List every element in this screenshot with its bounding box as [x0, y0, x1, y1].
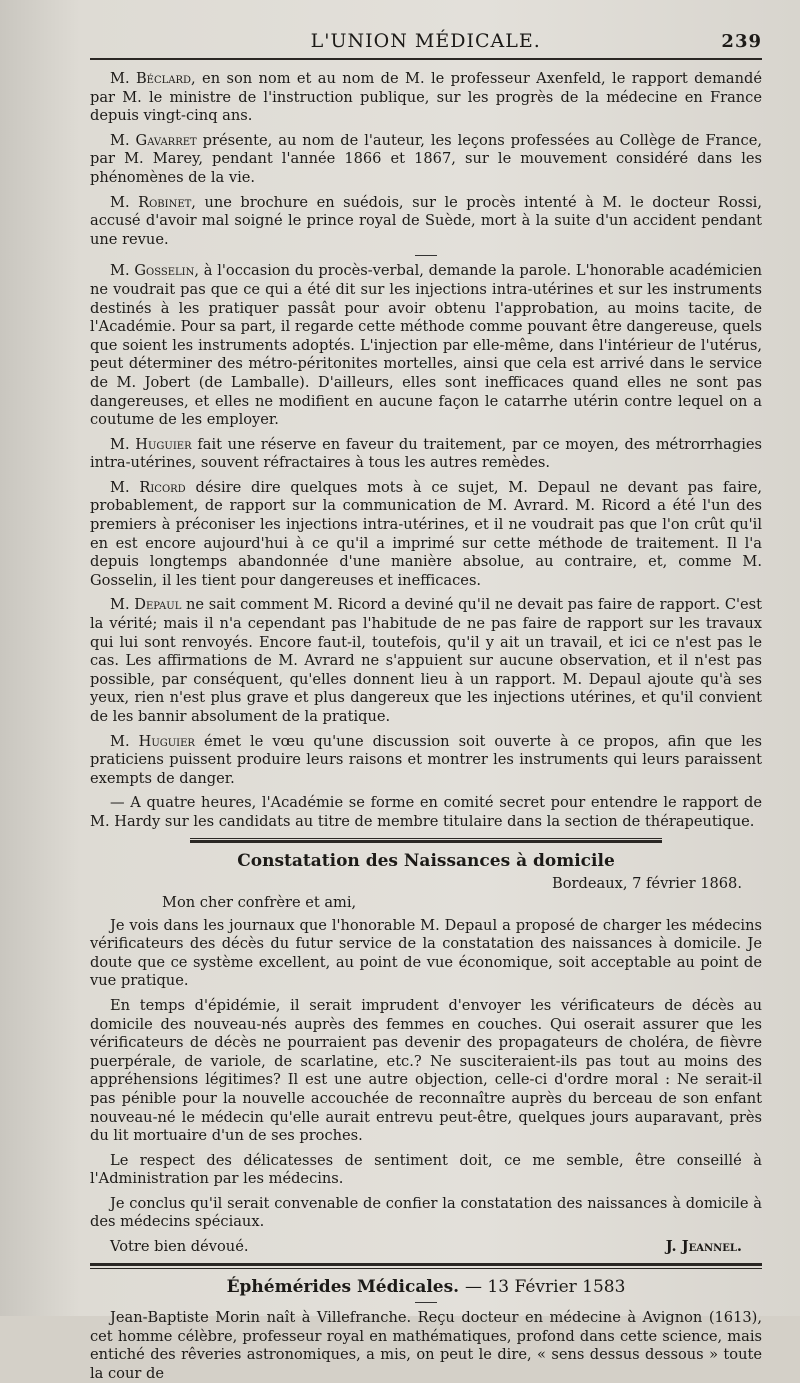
paragraph-text: , une brochure en suédois, sur le procès intenté à M. le docteur Rossi, accusé d'avoir mal soigné le prince royal de Suède, mort à la suite d'un accident pendant une revue. [90, 193, 762, 248]
paragraph-text: fait une réserve en faveur du traitement, par ce moyen, des métrorrhagies intra-utérines, souvent réfractaires à tous les autres remèdes. [90, 435, 763, 472]
ephemerides-title: Éphémérides Médicales. [226, 1277, 460, 1298]
letter-closing-row [110, 1238, 742, 1255]
paragraph-ricord [90, 479, 762, 591]
speaker-name: M. Ricord [110, 478, 186, 496]
paragraph-comite-secret: — A quatre heures, l'Académie se forme en comité secret pour entendre le rapport de M. Hardy sur les candidats au titre de membre titulaire dans la section de thérapeutique. [90, 794, 762, 830]
speaker-name: M. Gosselin [110, 262, 195, 280]
page-number: 239 [721, 31, 762, 52]
running-head [90, 20, 762, 60]
paragraph-depaul [90, 596, 762, 726]
speaker-name: M. Huguier [110, 435, 192, 453]
speaker-name: M. Depaul [110, 596, 182, 614]
paragraph-huguier-2 [90, 733, 762, 789]
letter-salutation: Mon cher confrère et ami, [162, 893, 357, 911]
paragraph-text: émet le vœu qu'une discussion soit ouverte à ce propos, afin que les praticiens puissent produire leurs raisons et montrer les instruments qui leurs paraissent exempts de danger. [90, 732, 762, 787]
letter-paragraph: En temps d'épidémie, il serait imprudent d'envoyer les vérificateurs de décès au domicile des nouveau-nés auprès des femmes en couches. Qui oserait assurer que les vérificateurs de décès ne pourraient pas devenir des propagateurs de choléra, de fièvre puerpérale, de variole, de scarlatine, etc.? Ne susciteraient-ils pas tout au moins des appréhensions légitimes? Il est une autre objection, celle-ci d'ordre moral : Ne serait-il pas pénible pour la nouvelle accouchée de reconnaître auprès du berceau de son enfant nouveau-né le médecin qu'elle aurait entrevu peut-être, quelques jours auparavant, près du lit mortuaire d'un de ses proches. [90, 996, 762, 1145]
ephemerides-date: — 13 Février 1583 [465, 1277, 626, 1298]
letter-heading: Constatation des Naissances à domicile [237, 850, 615, 871]
letter-closing: Votre bien dévoué. [110, 1238, 249, 1256]
paragraph-text: , à l'occasion du procès-verbal, demande la parole. L'honorable académicien ne voudrait pas que ce qui a été dit sur les injections intra-utérines et sur les instruments destinés à les pratiquer passât pour avoir obtenu l'approbation, au moins tacite, de l'Académie. Pour sa part, il regarde cette méthode comme pouvant être dangereuse, quels que soient les instruments adoptés. L'injection par elle-même, dans l'intérieur de l'utérus, peut déterminer des métro-péritonites mortelles, ainsi que cela est arrivé dans le service de M. Jobert (de Lamballe). D'ailleurs, elles sont inefficaces quand elles ne sont pas dangereuses, et elles ne modifient en aucune façon le catarrhe utérin contre lequel on a coutume de les employer. [90, 262, 762, 429]
paragraph-robinet [90, 194, 762, 250]
speaker-name: M. Huguier [110, 732, 195, 750]
thin-rule [90, 1268, 762, 1269]
section-divider [415, 255, 437, 256]
paragraph-text: , en son nom et au nom de M. le professeur Axenfeld, le rapport demandé par M. le ministre de l'instruction publique, sur les progrès de la médecine en France depuis vingt-cinq ans. [90, 70, 762, 125]
speaker-name: M. Béclard [110, 70, 192, 87]
letter-paragraph: Je vois dans les journaux que l'honorable M. Depaul a proposé de charger les médecins vérificateurs des décès du futur service de la constatation des naissances à domicile. Je doute que ce système excellent, au point de vue économique, soit acceptable au point de vue pratique. [90, 916, 762, 990]
journal-title: L'UNION MÉDICALE. [310, 30, 541, 52]
paragraph-text: ne sait comment M. Ricord a deviné qu'il ne devait pas faire de rapport. C'est la vérité; mais il n'a cependant pas l'habitude de ne pas faire de rapport sur les travaux qui lui sont renvoyés. Encore faut-il, toutefois, qu'il y ait un travail, et ici ce n'est pas le cas. Les affirmations de M. Avrard ne s'appuient sur aucune observation, et il n'est pas possible, par conséquent, qu'elles donnent lieu à un rapport. M. Depaul ajoute qu'à ses yeux, rien n'est plus grave et plus dangereux que les injections utérines, et qu'il convient de les bannir absolument de la pratique. [90, 596, 762, 725]
paragraph-text: désire dire quelques mots à ce sujet, M. Depaul ne devant pas faire, probablement, de rapport sur la communication de M. Avrard. M. Ricord a été l'un des premiers à préconiser les injections intra-utérines, et il ne voudrait pas que l'on crût qu'il en est encore aujourd'hui à ce qu'il a imprimé sur cette méthode de traitement. Il l'a depuis longtemps abandonnée d'une manière absolue, au contraire, et, comme M. Gosselin, il les tient pour dangereuses et inefficaces. [90, 478, 762, 589]
speaker-name: M. Gavarret [110, 131, 197, 149]
letter-paragraph: Je conclus qu'il serait convenable de confier la constatation des naissances à domicile à des médecins spéciaux. [90, 1194, 762, 1231]
paragraph-text: présente, au nom de l'auteur, les leçons professées au Collège de France, par M. Marey, pendant l'année 1866 et 1867, sur le mouvement considéré dans les phénomènes de la vie. [90, 131, 762, 186]
paragraph-huguier-1 [90, 436, 762, 473]
paragraph-beclard [90, 70, 762, 126]
paragraph-gavarret [90, 132, 762, 188]
ephemerides-heading [90, 1277, 762, 1297]
letter-dateline: Bordeaux, 7 février 1868. [552, 874, 742, 892]
section-divider [415, 1302, 437, 1303]
section-separator [190, 838, 662, 843]
letter-paragraph: Le respect des délicatesses de sentiment doit, ce me semble, être conseillé à l'Administration par les médecins. [90, 1151, 762, 1188]
letter-signature: J. Jeannel. [665, 1238, 742, 1256]
paragraph-gosselin [90, 262, 762, 429]
speaker-name: M. Robinet [110, 193, 192, 211]
ephemerides-text: Jean-Baptiste Morin naît à Villefranche. Reçu docteur en médecine à Avignon (1613), cet homme célèbre, professeur royal en mathématiques, profond dans cette science, mais entiché des rêveries astronomiques, a mis, on peut le dire, « sens dessus dessous » toute la cour de [90, 1309, 762, 1382]
heavy-rule [90, 1263, 762, 1266]
